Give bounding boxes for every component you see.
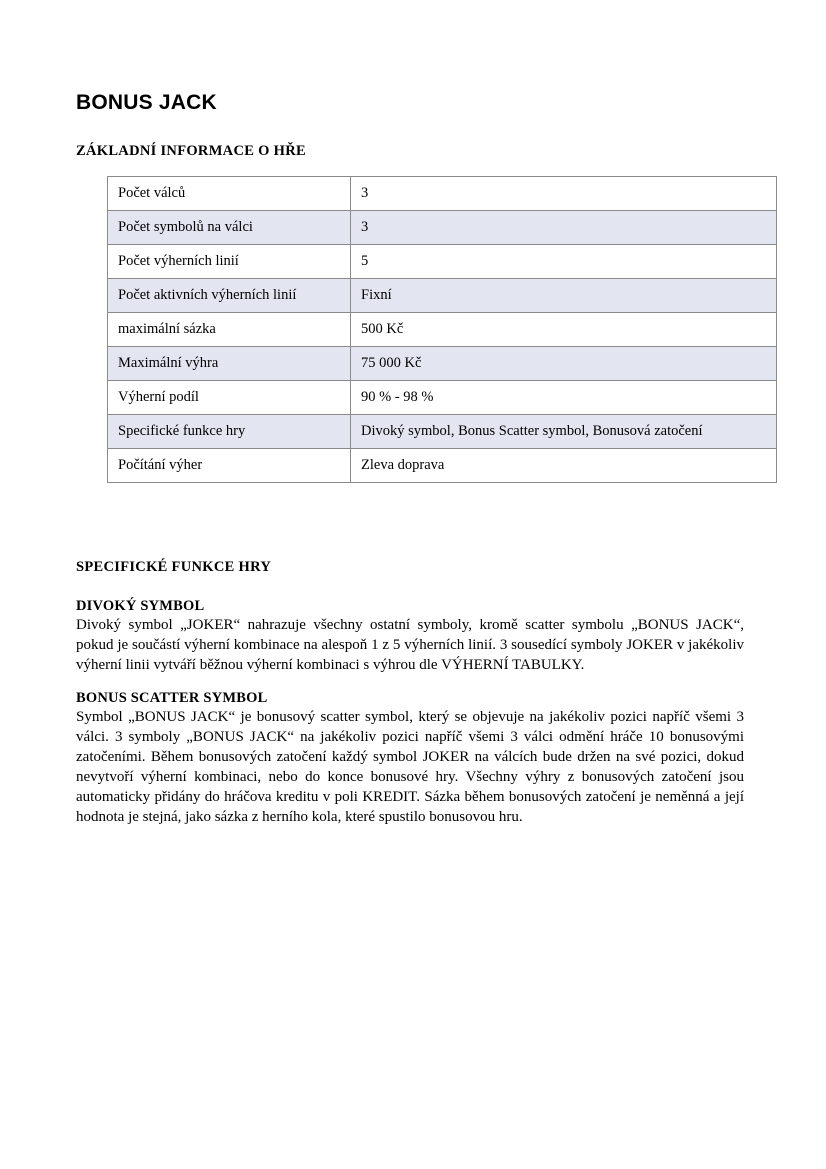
table-row xyxy=(108,449,777,483)
table-cell-value: 500 Kč xyxy=(351,313,777,347)
table-cell-key: Výherní podíl xyxy=(108,381,351,415)
table-row xyxy=(108,415,777,449)
table-cell-key: Počet výherních linií xyxy=(108,245,351,279)
table-cell-key: maximální sázka xyxy=(108,313,351,347)
table-cell-value: 90 % - 98 % xyxy=(351,381,777,415)
table-row xyxy=(108,211,777,245)
game-info-table xyxy=(107,176,777,483)
basic-info-heading: ZÁKLADNÍ INFORMACE O HŘE xyxy=(76,143,306,160)
bonus-scatter-section xyxy=(76,690,776,828)
table-cell-value: Zleva doprava xyxy=(351,449,777,483)
table-cell-key: Počet symbolů na válci xyxy=(108,211,351,245)
table-cell-value: 3 xyxy=(351,177,777,211)
table-row xyxy=(108,347,777,381)
table-cell-value: 75 000 Kč xyxy=(351,347,777,381)
wild-symbol-section xyxy=(76,598,776,676)
table-cell-key: Specifické funkce hry xyxy=(108,415,351,449)
table-row xyxy=(108,279,777,313)
table-row xyxy=(108,381,777,415)
table-row xyxy=(108,313,777,347)
table-row xyxy=(108,245,777,279)
table-cell-value: 3 xyxy=(351,211,777,245)
document-content xyxy=(76,90,776,842)
table-row xyxy=(108,177,777,211)
wild-symbol-heading: DIVOKÝ SYMBOL xyxy=(76,598,205,615)
table-cell-key: Počet aktivních výherních linií xyxy=(108,279,351,313)
bonus-scatter-text: Symbol „BONUS JACK“ je bonusový scatter symbol, který se objevuje na jakékoliv pozici napříč všemi 3 válci. 3 symboly „BONUS JACK“ na jakékoliv pozici napříč všemi 3 válci odmění hráče 10 bonusovými zatočeními. Během bonusových zatočení každý symbol JOKER na válcích bude držen na své pozici, dokud nevytvoří výherní kombinaci, nebo do konce bonusové hry. Všechny výhry z bonusových zatočení jsou automaticky přidány do hráčova kreditu v poli KREDIT. Sázka během bonusových zatočení je neměnná a její hodnota je stejná, jako sázka z herního kola, které spustilo bonusovou hru. xyxy=(76,709,744,825)
page-title: BONUS JACK xyxy=(76,91,217,114)
table-cell-value: Fixní xyxy=(351,279,777,313)
table-cell-key: Počítání výher xyxy=(108,449,351,483)
bonus-scatter-heading: BONUS SCATTER SYMBOL xyxy=(76,690,268,706)
features-heading: SPECIFICKÉ FUNKCE HRY xyxy=(76,559,272,576)
section-spacer xyxy=(76,483,776,559)
table-cell-value: 5 xyxy=(351,245,777,279)
wild-symbol-text: Divoký symbol „JOKER“ nahrazuje všechny ostatní symboly, kromě scatter symbolu „BONUS JACK“, pokud je součástí výherní kombinace na alespoň 1 z 5 výherních linií. 3 sousedící symboly JOKER v jakékoliv výherní linii vytváří běžnou výherní kombinaci s výhrou dle VÝHERNÍ TABULKY. xyxy=(76,617,744,674)
table-cell-value: Divoký symbol, Bonus Scatter symbol, Bonusová zatočení xyxy=(351,415,777,449)
table-cell-key: Maximální výhra xyxy=(108,347,351,381)
table-cell-key: Počet válců xyxy=(108,177,351,211)
